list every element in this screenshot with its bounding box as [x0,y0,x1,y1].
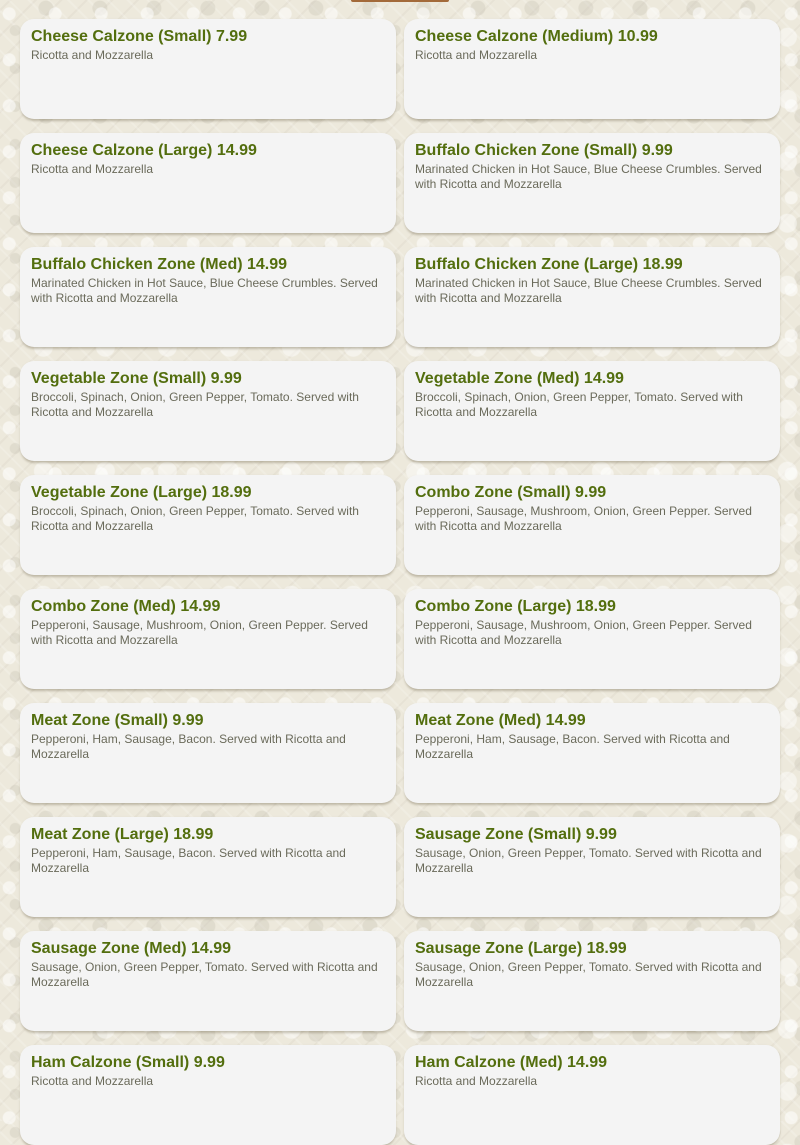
menu-item-description: Ricotta and Mozzarella [31,1074,154,1088]
menu-item-card[interactable] [20,703,396,803]
menu-item-description: Sausage, Onion, Green Pepper, Tomato. Served with Ricotta and Mozzarella [415,960,762,989]
menu-item-title: Cheese Calzone (Large) 14.99 [31,142,257,159]
menu-item-title: Combo Zone (Small) 9.99 [415,484,607,501]
menu-item-title: Combo Zone (Med) 14.99 [31,598,221,615]
menu-item-card[interactable] [404,475,780,575]
menu-item-description: Marinated Chicken in Hot Sauce, Blue Cheese Crumbles. Served with Ricotta and Mozzarella [415,162,762,191]
menu-item-description: Broccoli, Spinach, Onion, Green Pepper, Tomato. Served with Ricotta and Mozzarella [31,504,359,533]
menu-item-title: Meat Zone (Small) 9.99 [31,712,204,729]
menu-item-description: Sausage, Onion, Green Pepper, Tomato. Served with Ricotta and Mozzarella [31,960,378,989]
menu-item-description: Sausage, Onion, Green Pepper, Tomato. Served with Ricotta and Mozzarella [415,846,762,875]
menu-item-description: Broccoli, Spinach, Onion, Green Pepper, Tomato. Served with Ricotta and Mozzarella [415,390,743,419]
menu-item-description: Ricotta and Mozzarella [31,48,154,62]
menu-item-card[interactable] [20,589,396,689]
menu-item-card[interactable] [20,247,396,347]
menu-item-card[interactable] [404,817,780,917]
menu-item-title: Sausage Zone (Small) 9.99 [415,826,617,843]
menu-item-card[interactable] [404,361,780,461]
menu-item-title: Sausage Zone (Med) 14.99 [31,940,232,957]
menu-item-description: Ricotta and Mozzarella [31,162,154,176]
menu-item-title: Buffalo Chicken Zone (Med) 14.99 [31,256,288,273]
menu-item-card[interactable] [404,589,780,689]
menu-grid [20,19,780,1145]
menu-item-title: Ham Calzone (Small) 9.99 [31,1054,225,1071]
menu-item-title: Combo Zone (Large) 18.99 [415,598,616,615]
menu-item-card[interactable] [20,817,396,917]
menu-item-description: Pepperoni, Sausage, Mushroom, Onion, Green Pepper. Served with Ricotta and Mozzarella [415,504,752,533]
menu-item-card[interactable] [404,133,780,233]
menu-item-title: Buffalo Chicken Zone (Small) 9.99 [415,142,673,159]
top-tab-indicator [351,0,449,2]
menu-item-card[interactable] [404,1045,780,1145]
menu-item-description: Pepperoni, Sausage, Mushroom, Onion, Green Pepper. Served with Ricotta and Mozzarella [31,618,368,647]
menu-item-title: Ham Calzone (Med) 14.99 [415,1054,608,1071]
menu-item-description: Ricotta and Mozzarella [415,1074,538,1088]
menu-item-card[interactable] [20,19,396,119]
menu-item-description: Pepperoni, Ham, Sausage, Bacon. Served with Ricotta and Mozzarella [415,732,730,761]
menu-item-description: Marinated Chicken in Hot Sauce, Blue Cheese Crumbles. Served with Ricotta and Mozzarella [415,276,762,305]
menu-item-card[interactable] [20,931,396,1031]
menu-item-title: Vegetable Zone (Med) 14.99 [415,370,624,387]
menu-item-description: Ricotta and Mozzarella [415,48,538,62]
menu-item-card[interactable] [20,475,396,575]
menu-item-title: Meat Zone (Med) 14.99 [415,712,586,729]
menu-item-title: Buffalo Chicken Zone (Large) 18.99 [415,256,683,273]
menu-item-title: Cheese Calzone (Small) 7.99 [31,28,248,45]
menu-item-card[interactable] [20,133,396,233]
menu-item-card[interactable] [20,361,396,461]
menu-item-title: Meat Zone (Large) 18.99 [31,826,214,843]
menu-item-description: Marinated Chicken in Hot Sauce, Blue Cheese Crumbles. Served with Ricotta and Mozzarella [31,276,378,305]
menu-item-title: Vegetable Zone (Large) 18.99 [31,484,252,501]
menu-item-description: Broccoli, Spinach, Onion, Green Pepper, Tomato. Served with Ricotta and Mozzarella [31,390,359,419]
menu-item-card[interactable] [404,247,780,347]
menu-item-card[interactable] [404,19,780,119]
menu-item-description: Pepperoni, Ham, Sausage, Bacon. Served with Ricotta and Mozzarella [31,732,346,761]
menu-item-title: Sausage Zone (Large) 18.99 [415,940,627,957]
menu-item-description: Pepperoni, Sausage, Mushroom, Onion, Green Pepper. Served with Ricotta and Mozzarella [415,618,752,647]
menu-item-card[interactable] [404,703,780,803]
menu-item-description: Pepperoni, Ham, Sausage, Bacon. Served with Ricotta and Mozzarella [31,846,346,875]
menu-item-card[interactable] [20,1045,396,1145]
menu-item-title: Cheese Calzone (Medium) 10.99 [415,28,658,45]
menu-item-card[interactable] [404,931,780,1031]
menu-item-title: Vegetable Zone (Small) 9.99 [31,370,242,387]
